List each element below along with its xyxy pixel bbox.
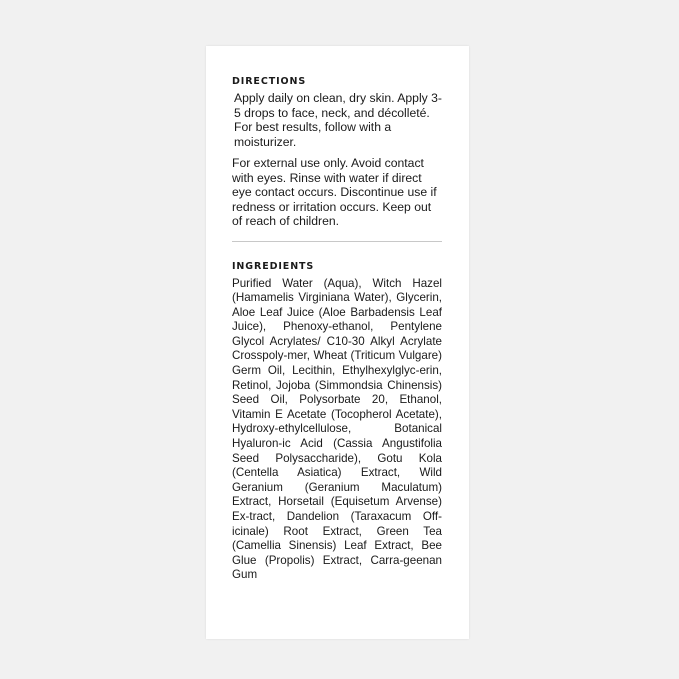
ingredients-heading: INGREDIENTS <box>232 260 315 272</box>
directions-text: Apply daily on clean, dry skin. Apply 3-5 drops to face, neck, and décolleté. For best results, follow with a moisturizer. <box>234 91 442 149</box>
section-divider <box>232 241 442 242</box>
ingredients-text: Purified Water (Aqua), Witch Hazel (Hamamelis Virginiana Water), Glycerin, Aloe Leaf Juice (Aloe Barbadensis Leaf Juice), Phenoxy-ethanol, Pentylene Glycol Acrylates/ C10-30 Alkyl Acrylate Crosspoly-mer, Wheat (Triticum Vulgare) Germ Oil, Lecithin, Ethylhexylglyc-erin, Retinol, Jojoba (Simmondsia Chinensis) Seed Oil, Polysorbate 20, Ethanol, Vitamin E Acetate (Tocopherol Acetate), Hydroxy-ethylcellulose, Botanical Hyaluron-ic Acid (Cassia Angustifolia Seed Polysaccharide), Gotu Kola (Centella Asiatica) Extract, Wild Geranium (Geranium Maculatum) Extract, Horsetail (Equisetum Arvense) Ex-tract, Dandelion (Taraxacum Off-icinale) Root Extract, Green Tea (Camellia Sinensis) Leaf Extract, Bee Glue (Propolis) Extract, Carra-geenan Gum <box>232 276 442 582</box>
label-content <box>232 76 442 583</box>
directions-heading: DIRECTIONS <box>232 76 307 87</box>
warning-text: For external use only. Avoid contact with eyes. Rinse with water if direct eye contact occurs. Discontinue use if redness or irritation occurs. Keep out of reach of children. <box>232 156 437 228</box>
product-label-panel <box>206 46 469 639</box>
